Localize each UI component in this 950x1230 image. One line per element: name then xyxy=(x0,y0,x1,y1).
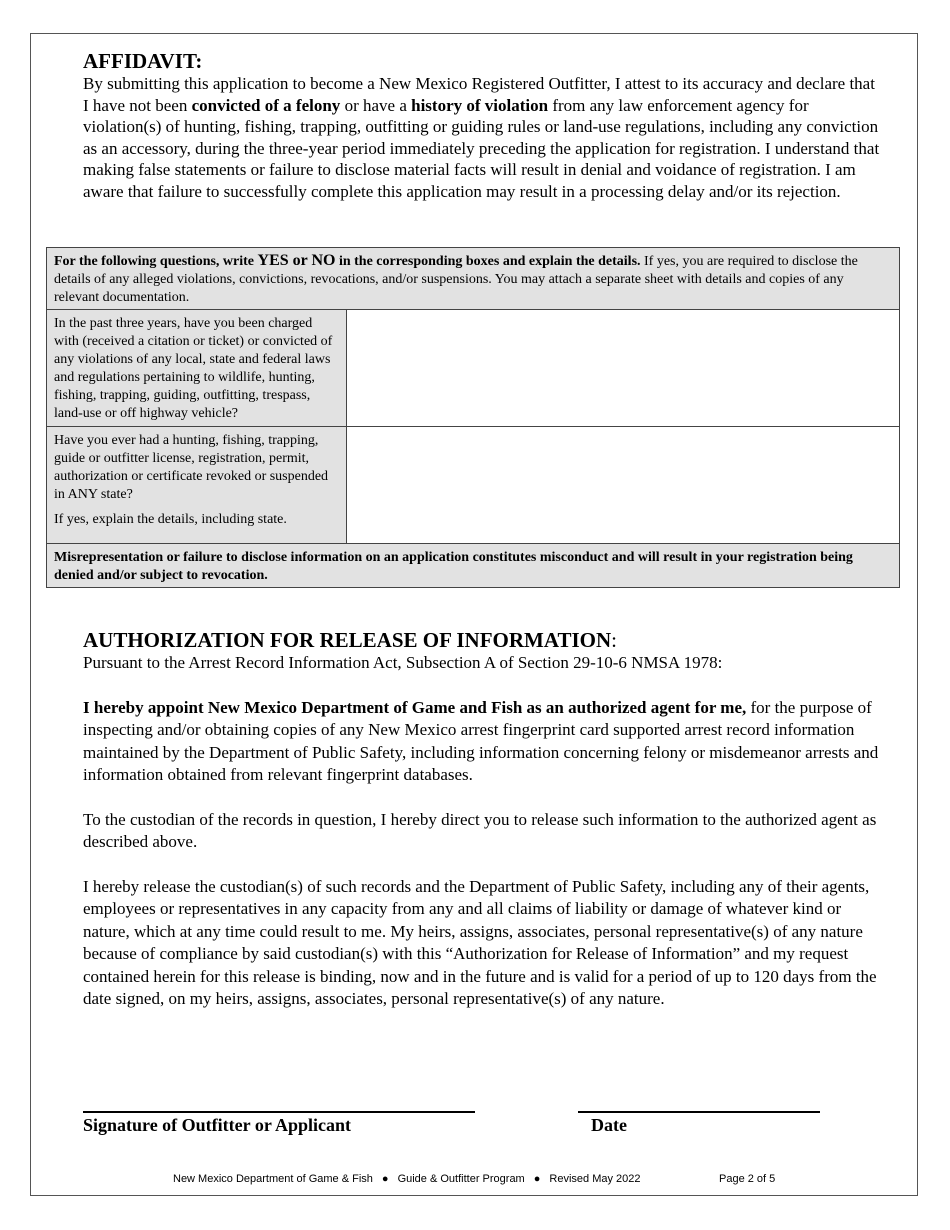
questions-instructions: For the following questions, write YES or NO in the corresponding boxes and explain the details. If yes, you are required to disclose the details of any alleged violations, convictions, revocations, and/or suspensions. You may attach a separate sheet with details and copies of any relevant documentation. xyxy=(47,248,899,310)
bullet-icon: ● xyxy=(533,1173,541,1185)
question-revocations-subtext: If yes, explain the details, including state. xyxy=(54,512,287,527)
affidavit-section xyxy=(83,49,883,202)
date-label: Date xyxy=(591,1115,627,1135)
question-violations-text: In the past three years, have you been charged with (received a citation or ticket) or convicted of any violations of any local, state and federal laws and regulations pertaining to wildlife, hunting, fishing, trapping, guiding, outfitting, trespass, land-use or off highway vehicle? xyxy=(47,310,347,426)
felony-emphasis: convicted of a felony xyxy=(191,95,341,115)
answer-revocations-box[interactable] xyxy=(347,427,899,543)
bullet-icon: ● xyxy=(381,1173,389,1185)
authorization-section xyxy=(83,628,883,1011)
footer-program: Guide & Outfitter Program xyxy=(397,1173,525,1185)
page-number: Page 2 of 5 xyxy=(719,1173,776,1185)
date-signature-line[interactable] xyxy=(578,1111,820,1113)
authorization-release: I hereby release the custodian(s) of such records and the Department of Public Safety, including any of their agents, employees or representatives in any capacity from any and all claims of liability or damage of whatever kind or nature, which at any time could result to me. My heirs, assigns, associates, personal representative(s) of any nature because of compliance by said custodian(s) with this “Authorization for Release of Information” and my request contained herein for this release is binding, now and in the future and is valid for a period of up to 120 days from the date signed, on my heirs, assigns, associates, personal representative(s) of any nature. xyxy=(83,876,877,1008)
affidavit-text: By submitting this application to become a New Mexico Registered Outfitter, I attest to its accuracy and declare that I have not been convicted of a felony or have a history of violation from any law enforcement agency for violation(s) of hunting, fishing, trapping, outfitting or guiding rules or land-use regulations, including any conviction as an accessory, during the three-year period immediately preceding the application for registration. I understand that making false statements or failure to disclose material facts will result in denial and voidance of registration. I am aware that failure to successfully complete this application may result in a processing delay and/or its rejection. xyxy=(83,74,880,201)
applicant-signature-line[interactable] xyxy=(83,1111,475,1113)
question-row-revocations xyxy=(47,427,899,544)
footer-revised: Revised May 2022 xyxy=(549,1173,641,1185)
disclosure-questions-table xyxy=(46,247,900,588)
page-footer xyxy=(173,1172,641,1186)
page-border xyxy=(30,33,918,1196)
violation-emphasis: history of violation xyxy=(411,95,549,115)
authorization-custodian: To the custodian of the records in question, I hereby direct you to release such information to the authorized agent as described above. xyxy=(83,809,877,851)
authorization-title: AUTHORIZATION FOR RELEASE OF INFORMATION: xyxy=(83,628,618,652)
footer-org: New Mexico Department of Game & Fish xyxy=(173,1173,373,1185)
answer-violations-box[interactable] xyxy=(347,310,899,426)
question-row-violations xyxy=(47,310,899,427)
question-revocations-text: Have you ever had a hunting, fishing, trapping, guide or outfitter license, registration, permit, authorization or certificate revoked or suspended in ANY state? If yes, explain the details, including state. xyxy=(47,427,347,543)
affidavit-title: AFFIDAVIT: xyxy=(83,49,203,73)
authorization-appoint: I hereby appoint New Mexico Department of Game and Fish as an authorized agent for me, for the purpose of inspecting and/or obtaining copies of any New Mexico arrest fingerprint card supported arrest record information maintained by the Department of Public Safety, including information concerning felony or misdemeanor arrests and information obtained from relevant fingerprint databases. xyxy=(83,697,879,784)
authorization-intro: Pursuant to the Arrest Record Information Act, Subsection A of Section 29-10-6 NMSA 1978: xyxy=(83,653,723,672)
applicant-signature-label: Signature of Outfitter or Applicant xyxy=(83,1115,352,1135)
misrepresentation-warning: Misrepresentation or failure to disclose information on an application constitutes misconduct and will result in your registration being denied and/or subject to revocation. xyxy=(47,544,899,587)
